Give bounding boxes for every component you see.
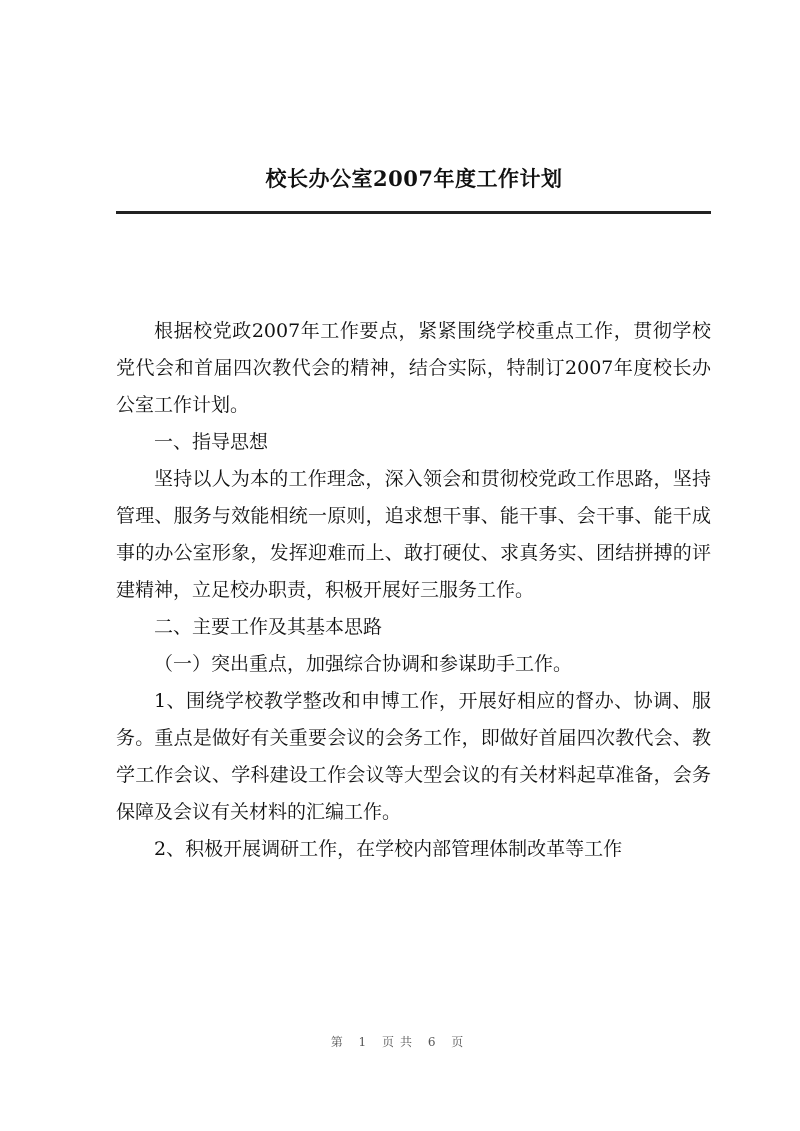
list-item: 2、积极开展调研工作，在学校内部管理体制改革等工作 [154,838,623,860]
section-heading: 二、主要工作及其基本思路 [154,616,383,638]
list-item: 1、围绕学校教学整改和申博工作，开展好相应的督办、协调、服务。重点是做好有关重要会议的会务工作，即做好首届四次教代会、教学工作会议、学科建设工作会议等大型会议的有关材料起草准备，会务保障及会议有关材料的汇编工作。 [116,690,711,823]
intro-paragraph: 根据校党政2007年工作要点，紧紧围绕学校重点工作，贯彻学校党代会和首届四次教代会的精神，结合实际，特制订2007年度校长办公室工作计划。 [116,320,711,416]
body-paragraph: 坚持以人为本的工作理念，深入领会和贯彻校党政工作思路，坚持管理、服务与效能相统一原则，追求想干事、能干事、会干事、能干成事的办公室形象，发挥迎难而上、敢打硬仗、求真务实、团结拼搏的评建精神，立足校办职责，积极开展好三服务工作。 [116,468,711,601]
section-heading: 一、指导思想 [154,431,269,453]
document-body [116,313,711,868]
page-number: 第 1 页共 6 页 [330,1035,470,1049]
subsection-heading: （一）突出重点，加强综合协调和参谋助手工作。 [154,653,573,675]
title-underline [116,211,711,214]
document-title: 校长办公室2007年度工作计划 [265,166,563,191]
